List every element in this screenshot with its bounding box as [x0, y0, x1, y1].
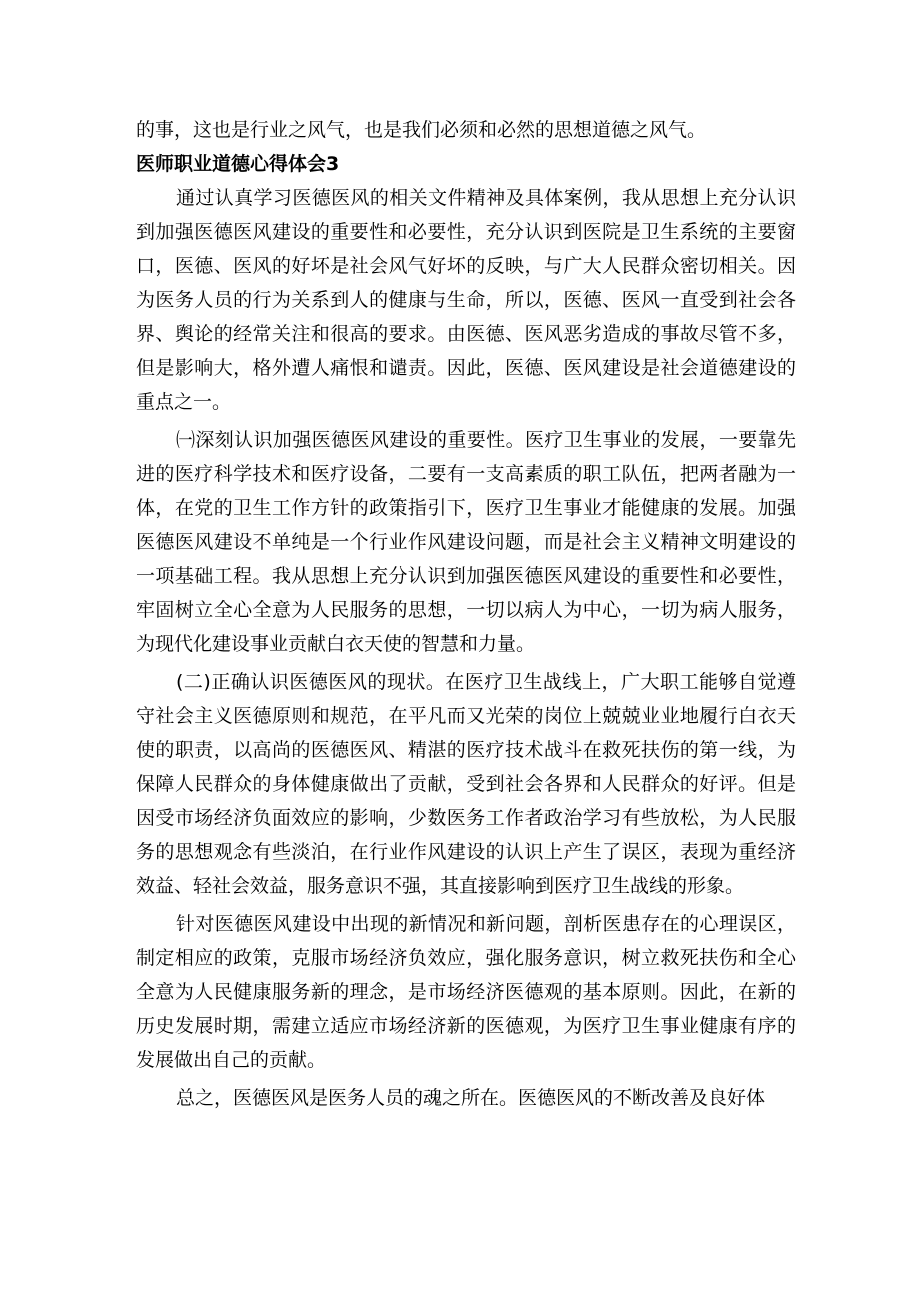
paragraph-intro: 通过认真学习医德医风的相关文件精神及具体案例，我从思想上充分认识到加强医德医风建设的重要性和必要性，充分认识到医院是卫生系统的主要窗口，医德、医风的好坏是社会风气好坏的反映，与广大人民群众密切相关。因为医务人员的行为关系到人的健康与生命，所以，医德、医风一直受到社会各界、舆论的经常关注和很高的要求。由医德、医风恶劣造成的事故尽管不多，但是影响大，格外遭人痛恨和谴责。因此，医德、医风建设是社会道德建设的重点之一。	[136, 187, 796, 413]
paragraph-point-one: ㈠深刻认识加强医德医风建设的重要性。医疗卫生事业的发展，一要靠先进的医疗科学技术和医疗设备，二要有一支高素质的职工队伍，把两者融为一体，在党的卫生工作方针的政策指引下，医疗卫生事业才能健康的发展。加强医德医风建设不单纯是一个行业作风建设问题，而是社会主义精神文明建设的一项基础工程。我从思想上充分认识到加强医德医风建设的重要性和必要性，牢固树立全心全意为人民服务的思想，一切以病人为中心，一切为病人服务，为现代化建设事业贡献白衣天使的智慧和力量。	[136, 429, 796, 655]
paragraph-point-two: (二)正确认识医德医风的现状。在医疗卫生战线上，广大职工能够自觉遵守社会主义医德原则和规范，在平凡而又光荣的岗位上兢兢业业地履行白衣天使的职责，以高尚的医德医风、精湛的医疗技术战斗在救死扶伤的第一线，为保障人民群众的身体健康做出了贡献，受到社会各界和人民群众的好评。但是因受市场经济负面效应的影响，少数医务工作者政治学习有些放松，为人民服务的思想观念有些淡泊，在行业作风建设的认识上产生了误区，表现为重经济效益、轻社会效益，服务意识不强，其直接影响到医疗卫生战线的形象。	[136, 671, 796, 897]
document-body	[136, 113, 796, 1115]
paragraph-conclusion: 总之，医德医风是医务人员的魂之所在。医德医风的不断改善及良好体	[176, 1087, 766, 1109]
section-heading: 医师职业道德心得体会3	[136, 153, 340, 175]
paragraph-continuation: 的事，这也是行业之风气，也是我们必须和必然的思想道德之风气。	[136, 119, 707, 141]
paragraph-response: 针对医德医风建设中出现的新情况和新问题，剖析医患存在的心理误区，制定相应的政策，克服市场经济负效应，强化服务意识，树立救死扶伤和全心全意为人民健康服务新的理念，是市场经济医德观的基本原则。因此，在新的历史发展时期，需建立适应市场经济新的医德观，为医疗卫生事业健康有序的发展做出自己的贡献。	[136, 913, 796, 1071]
